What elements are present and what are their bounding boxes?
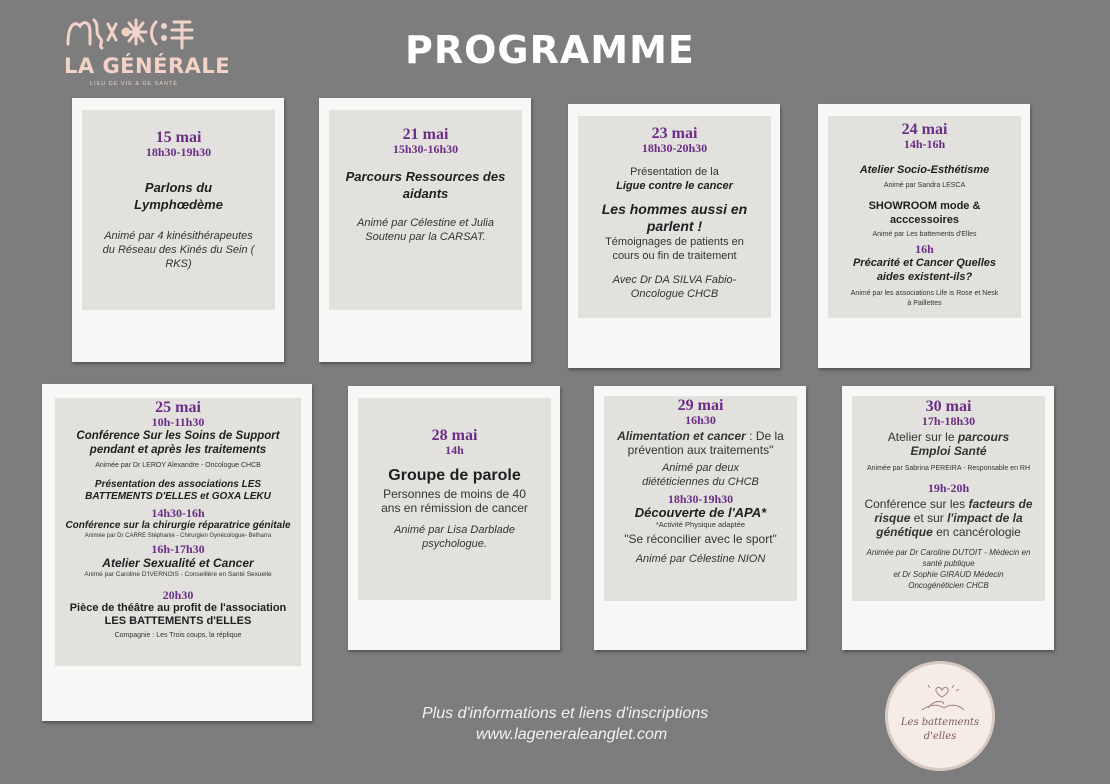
hands-heart-icon [918, 682, 968, 716]
event-title: Parlons du Lymphœdème [134, 180, 223, 212]
event-card-23-mai [568, 104, 780, 368]
footer-url[interactable]: www.lageneraleanglet.com [476, 726, 668, 743]
event-time-4: 20h30 [162, 588, 194, 602]
event-host-3: Animée par Dr CARRE Stéphanie - Chirurgien Gynécologue- Belharra [84, 533, 272, 539]
event-host-4: Animé par Caroline D'IVERNOIS - Conseillère en Santé Sexuelle [84, 571, 272, 578]
event-card-28-mai [348, 386, 560, 650]
event-title-1-sub: De la prévention aux traitements" [627, 429, 784, 457]
event-host-2: Animé par Les battements d'Elles [872, 231, 977, 238]
event-time-1: 10h-11h30 [151, 415, 205, 429]
event-description: Témoignages de patients en cours ou fin de traitement [605, 236, 744, 262]
badge-line-2: d'elles [923, 731, 957, 742]
les-battements-delles-badge [885, 661, 995, 771]
event-title-3: Précarité et Cancer Quelles aides existent-ils? [852, 257, 997, 283]
event-host-1: Animée par Sabrina PEREIRA - Responsable en RH [866, 465, 1031, 472]
event-card-25-mai [42, 384, 312, 721]
event-date: 25 mai [155, 399, 201, 416]
event-card-15-mai [72, 98, 284, 362]
event-description: Animé par Célestine et Julia Soutenu par la CARSAT. [357, 217, 494, 243]
event-title: Parcours Ressources des aidants [345, 169, 506, 201]
event-host: Animé par Lisa Darblade psychologue. [393, 524, 516, 550]
footer-info: Plus d'informations et liens d'inscriptions [422, 705, 709, 722]
event-card-29-mai [594, 386, 806, 650]
event-title-2-e: en cancérologie [932, 525, 1021, 539]
event-description: Personnes de moins de 40 ans en rémission de cancer [381, 487, 528, 515]
event-date: 28 mai [431, 427, 478, 444]
event-date: 29 mai [677, 397, 724, 414]
event-intro: Présentation de la [630, 166, 719, 178]
card-content [358, 398, 551, 600]
event-host-2b: et Dr Sophie GIRAUD Médecin Oncogénéticien CHCB [893, 570, 1004, 590]
event-host-1: Animée par Dr LEROY Alexandre - Oncologue CHCB [95, 462, 261, 469]
event-title-1-prefix: Atelier sur le [887, 430, 958, 444]
event-host-3: Animé par les associations Life is Rose et Nesk à Paillettes [850, 290, 999, 307]
event-time-2: 18h30-19h30 [667, 492, 734, 506]
event-title-2-d: l'impact de la génétique [876, 511, 1023, 539]
la-generale-logo [60, 14, 230, 94]
event-date: 23 mai [651, 125, 698, 142]
card-content [55, 398, 301, 666]
logo-brand: LA GÉNÉRALE [64, 54, 231, 78]
event-title-1: Conférence Sur les Soins de Support pendant et après les traitements [76, 430, 280, 456]
event-title-4: Atelier Sexualité et Cancer [102, 556, 254, 570]
event-title-2: SHOWROOM mode & acccessoires [868, 200, 981, 226]
event-time-3: 16h-17h30 [151, 542, 205, 556]
event-time-1: 17h-18h30 [921, 414, 976, 428]
event-host-5: Compagnie : Les Trois coups, la réplique [114, 632, 242, 639]
event-title-1: Alimentation et cancer [617, 429, 746, 443]
event-card-21-mai [319, 98, 531, 362]
card-content [604, 396, 797, 601]
event-host-2a: Animée par Dr Caroline DUTOIT - Médecin en santé publique [866, 548, 1031, 568]
event-date: 21 mai [402, 126, 449, 143]
event-host-1: Animé par deux diététiciennes du CHCB [642, 462, 759, 488]
event-title-2: Découverte de l'APA* [634, 505, 767, 520]
badge-line-1: Les battements [900, 717, 980, 728]
event-description: Animé par 4 kinésithérapeutes du Réseau des Kinés du Sein ( RKS) [102, 230, 255, 270]
event-time: 18h30-19h30 [145, 145, 212, 159]
event-title-5: Pièce de théâtre au profit de l'association LES BATTEMENTS d'ELLES [69, 602, 287, 627]
event-title-1-colon: : [745, 429, 753, 443]
event-quote: "Se réconcilier avec le sport" [624, 532, 777, 546]
event-title-2-a: Conférence sur les [864, 497, 969, 511]
event-time: 14h [445, 443, 464, 457]
event-time: 14h-16h [903, 137, 946, 151]
card-content [828, 116, 1021, 318]
event-time: 18h30-20h30 [641, 141, 708, 155]
event-title-2: Présentation des associations LES BATTEMENTS D'ELLES et GOXA LEKU [85, 479, 271, 502]
event-title: Groupe de parole [388, 467, 521, 484]
event-title-1: Atelier Socio-Esthétisme [859, 164, 990, 176]
page-title: PROGRAMME [405, 28, 695, 72]
event-date: 24 mai [901, 121, 948, 138]
event-time: 15h30-16h30 [392, 142, 459, 156]
event-host-2: Animé par Célestine NION [635, 553, 766, 565]
event-time-2: 19h-20h [927, 481, 970, 495]
event-time-2: 14h30-16h [151, 506, 205, 520]
event-title-2-b: facteurs de risque [874, 497, 1033, 525]
card-content [578, 116, 771, 318]
event-title: Les hommes aussi en parlent ! [601, 201, 748, 234]
logo-symbols-icon [64, 14, 229, 50]
event-date: 30 mai [925, 398, 972, 415]
card-content [329, 110, 522, 310]
event-title-1: parcours Emploi Santé [910, 430, 1010, 458]
card-content [852, 396, 1045, 601]
event-subtitle: Ligue contre le cancer [616, 180, 733, 192]
event-date: 15 mai [155, 129, 202, 146]
event-speaker: Avec Dr DA SILVA Fabio- Oncologue CHCB [612, 274, 737, 300]
event-note: *Activité Physique adaptée [655, 520, 746, 529]
logo-tagline: LIEU DE VIE & DE SANTÉ [90, 81, 179, 87]
event-time-1: 16h30 [685, 413, 716, 427]
event-title-3: Conférence sur la chirurgie réparatrice génitale [65, 520, 291, 531]
event-title-2-c: et sur [910, 511, 948, 525]
card-content [82, 110, 275, 310]
event-card-24-mai [818, 104, 1030, 368]
event-card-30-mai [842, 386, 1054, 650]
event-time-2: 16h [915, 242, 934, 256]
event-host-1: Animé par Sandra LESCA [883, 182, 966, 189]
